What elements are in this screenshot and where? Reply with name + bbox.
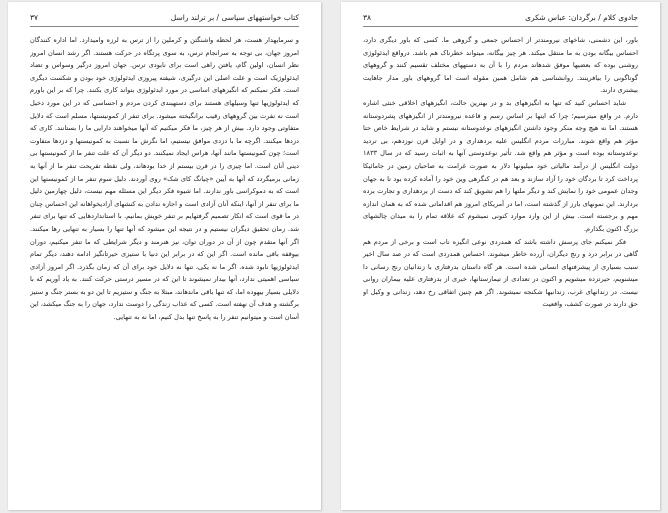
left-page xyxy=(8,2,321,510)
page-header xyxy=(30,12,299,27)
paragraph: باور، این دشمنی، شاخهای نیرومندتر از احساس جمعی و گروهی ما. کسی که باور دیگری دارد، احساس بیگانه بودن به ما منتقل میکند. هر چیز بیگانه، میتواند خطرناک هم باشد. درواقع ایدئولوژی روشنی بوده که بعضیها موفق شدهاند مردم را با آن به دستههای مختلف تقسیم کنند و گروههای گوناگونی را بیافرینند. روانشناسی هم شامل همین مقوله است اما گروههای باور مدار جاهایت بیشتری دارند. xyxy=(363,36,638,95)
page-body xyxy=(363,34,638,498)
paragraph: و سرمایهدار هست، هر لحظه واشنگتن و کرملین را از ترس به لرزه وامیدارد. اما اداره کنندگان امروز جهان، بی توجه به سرانجام ترس، به سوی پرتگاه در حرکت هستند. اگر رشد انسان امروز نظر انسان، اولین گام، یافتن راهی است برای نابودی ترس. جهان امروز درگیر وسواس و تضاد ایدئولوژیک است و علت اصلی این درگیری، شیفته پیروزی ایدئولوژی خود بودن و شکست دیگری است. فکر نمیکنم که انگیزههای اساسی در مورد ایدئولوژی بتواند کاری بکنند. چرا که بر این باورم که ایدئولوژیها تنها وسیلهای هستند برای دستهبندی کردن مردم و احساسی که در این مورد دخیل است نه نفرت بین گروههای رقیب برانگیخته میشود. برای تنفر از کمونیستها، مسلم است که دلایل متفاوتی وجود دارد. بیش از هر چیز، ما فکر میکنیم که آنها میخواهند دارایی ما را بستانند. کاری که دزدها میکنند. اگرچه ما با دزدی موافق نیستیم، اما نگرش ما نسبت به کمونیستها و دزدها متفاوت است؛ چون کمونیستها مانند آنها، هراس ایجاد نمیکنند. دو دیگر آن که علت تنفر ما از کمونیستها بی دینی آنان است. اما چیزی را در قرن بیستم از خدا بودهاند، ولی نقطه تفریحت تنفر ما از آنها به زمانی برمیگردد که آنها به آیین «چیانگ کای شک» روی آوردند. دلیل سوم تنفر ما از کمونیستها این است که به دموکراسی باور ندارند. اما شیوه فکر دیگر این مسئله مهم نیست، دلیل چهارمین دلیل ما برای تنفر از آنها، اینکه آنان آزادی است و اجازه ندادن به کنشهای آزادیخواهانه این احساس چنان در ما قوی است که انکار تصمیم گرفتهایم بر تنفر خویش بمانیم. با استانداردهایی که تنها برای تنفر شد. زمان تحقیق دیگران نیستیم و در نتیجه این میشود که آنها تنها را بسیار به تنهایی رها میکنند. اگر آنها متقدم چون از آن در دوران توان، نیز هنرمند و دیگر شرایطی که ما تنفر میکنیم، دوران بیوقفه باقی مانده است. اگر این که در برابر این دنیا با ستیزی حیرتانگیز ادامه دهند، دیگر تمام ایدئولوژیها نابود شده. اگر ما نه یکی، تنها نه دلایل خود برای آن که زمان بگذرد. اگر امروز آزادی سیاسی اهمیتی ندارد، آنها بیدار نمیشوند تا این که در مسیر درستی حرکت کنند. به یاد آوریم که با دلایلی بسیار بیهوده اما، که تنها باقی ماندهاند، مبتلا به جنگ و ستیزیم تا این دو به بستر جنگ و ستیز برگشته و هدف آن نهفته است. کسی که عذاب زندگی را دوست ندارد، جهان را به جنگ میکشد، این آسان است و میتوانیم تنفر را به پاسخ تنها بدل کنیم، اما نه به تنهایی. xyxy=(30,36,299,322)
paragraph: فکر نمیکنم جای پرسش داشته باشد که همدردی نوعی انگیزه ناب است و برخی از مردم هم گاهی در برابر درد و رنج دیگران، آزرده خاطر میشوند. احساس همدردی است که در صد سال اخیر سبب بسیاری از پیشرفتهای انسانی شده است. هر گاه داستان بدرفتاری با زندانیان رنج رسانی دا میشنویم، حیرتزده میشویم و اکنون در تعدادی از تیمارستانها، خبری از بدرفتاری علیه بیماران روانی نیست. در زندانهای غرب، زندانیها شکنجه نمیشوند. اگر هم چنین اتفاقی رخ دهد، زندانی و وکیل او حق دارند در صورت کشف، واقعیت xyxy=(363,237,638,309)
running-title: جادوی کلام / برگردان: عباس شکری xyxy=(525,13,638,22)
running-title: کتاب خواستههای سیاسی / بر ترلند راسل xyxy=(170,13,299,22)
page-header xyxy=(363,12,638,27)
page-body xyxy=(30,34,299,498)
paragraph: شاید احساس کنید که تنها به انگیزههای بد و در بهترین حالت، انگیزههای اخلاقی خنثی اشاره دارم. در واقع میترسیم؛ چرا که اینها بر اساس رسم و قاعده نیرومندتر از انگیزههای پشردوستانه هستند. اما نه هیچ وجه منکر وجود داشتن انگیزههای نوعدوستانه نیستم و شاید در شرایط خاص حتا مؤثر هم واقع شوند. مبارزات مردم انگلیس علیه بردهداری و در اوایل قرن نوزدهم، بی تردید نوعدوستانه بوده است و مؤثر هم واقع شد. تأثیر نوعدوستی آنها به اثبات رسید که در سال ۱۸۳۳ دولت انگلیس از درآمد مالیاتی خود میلیونها دلار به صورت غرامت به صاحبان زمین در جامائیکا پرداخت کرد تا بردگان خود را آزاد سازند و بعد هم در کنگرهی وین خود را آماده کرده بود تا به جهان وجدان عمومی خود را نمایش کند و دیگر ملتها را هم تشویق کند که دست از بردهداری و تجارت برده بردارند. این نمونهای بارز از گذشته است، اما در آمریکای امروز هم اقداماتی شده که به همان اندازه مهم و برجسته است. بیش از این وارد موارد کنونی نمیشوم که علاقه تمام را به میدان چالشهای بزرگ اکنون بگذارم. xyxy=(363,98,638,233)
right-page xyxy=(341,2,660,510)
page-number: ۳۷ xyxy=(30,13,39,22)
page-number: ۳۸ xyxy=(363,13,372,22)
